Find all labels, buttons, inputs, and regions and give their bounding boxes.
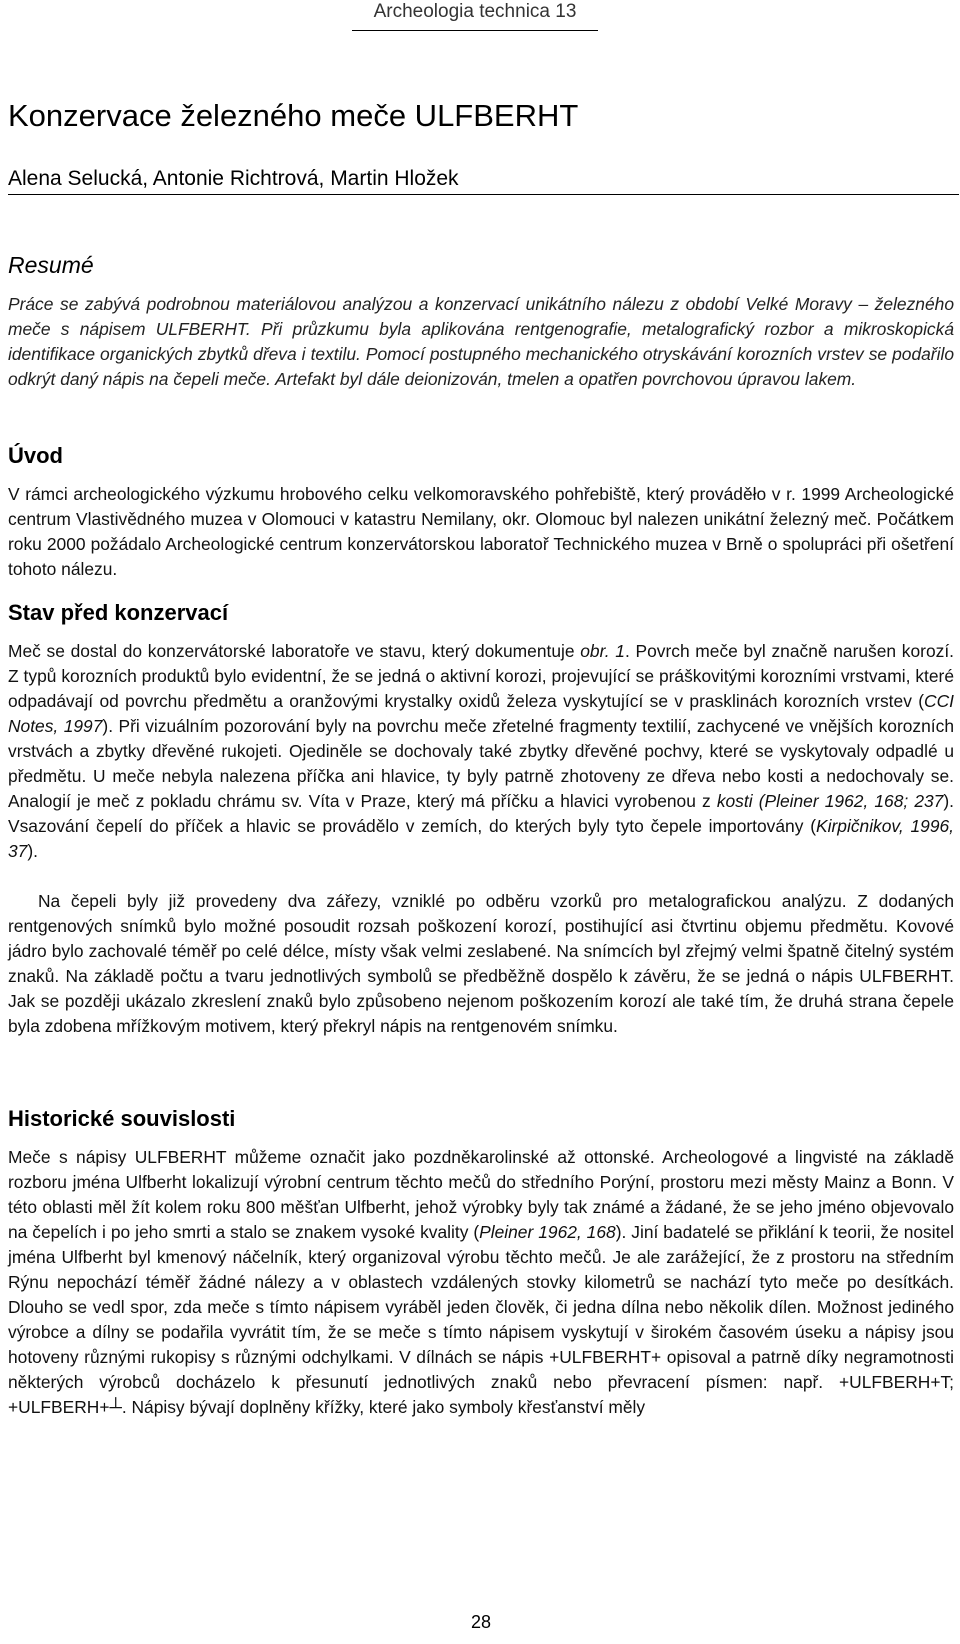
text-run: . Povrch meče byl značně narušen korozí. Z typů korozních produktů bylo evidentní, že se jedná o aktivní korozi, projevující se práškovitými korozními vrstvami, které odpadávají od povrchu předmětu a oranžovými krystalky oxidů železa vyskytující se v prasklinách korozních vrstev ( <box>8 641 954 711</box>
text-run: Meče s nápisy ULFBERHT můžeme označit jako pozdněkarolinské až ottonské. Archeologové a lingvisté na základě rozboru jména Ulfberht lokalizují výrobní centrum těchto mečů do středního Porýní, prostoru mezi městy Mainz a Bonn. V této oblasti měl žít kolem roku 800 měšťan Ulfberht, jehož výrobky byly tak známé a žádané, že se jeho jméno objevovalo na čepelích i po jeho smrti a stalo se znakem vysoké kvality ( <box>8 1147 954 1242</box>
stav-paragraph-2: Na čepeli byly již provedeny dva zářezy, vzniklé po odběru vzorků pro metalografickou analýzu. Z dodaných rentgenových snímků bylo možné posoudit rozsah poškození korozí, postihující asi čtvrtinu objemu předmětu. Kovové jádro bylo zachovalé téměř po celé délce, místy však velmi zeslabené. Na snímcích byl zřejmý velmi špatně čitelný systém znaků. Na základě počtu a tvaru jednotlivých symbolů se předběžně dospělo k závěru, že se jedná o nápis ULFBERHT. Jak se později ukázalo zkreslení znaků bylo způsobeno nejenom poškozením korozí ale také tím, že druhá strana čepele byla zdobena mřížkovým motivem, který překryl nápis na rentgenovém snímku. <box>8 891 954 1036</box>
text-run: ). Při vizuálním pozorování byly na povrchu meče zřetelné fragmenty textilií, zachycené ve vnějších korozních vrstvách a zbytky dřevěné rukojeti. Ojediněle se dochovaly také zbytky dřevěné pochvy, které se vyskytovaly odpadlé u předmětu. U meče nebyla nalezena příčka ani hlavice, ty byly patrně zhotoveny ze dřeva nebo kosti a nedochovaly se. Analogií je meč z pokladu chrámu sv. Víta v Praze, který má příčku a hlavici vyrobenou z <box>8 716 954 811</box>
citation: Kirpičnikov, 1996, 37 <box>8 816 954 861</box>
uvod-paragraph: V rámci archeologického výzkumu hrobového celku velkomoravského pohřebiště, který prováděło v r. 1999 Archeologické centrum Vlastivědného muzea v Olomouci v katastru Nemilany, okr. Olomouc byl nalezen unikátní železný meč. Počátkem roku 2000 požádalo Archeologické centrum konzervátorskou laboratoř Technického muzea v Brně o spolupráci při ošetření tohoto nálezu. <box>8 484 954 579</box>
section-heading-stav: Stav před konzervací <box>8 600 229 625</box>
section-heading-uvod: Úvod <box>8 443 63 468</box>
text-run: ). <box>27 841 38 861</box>
citation: kosti (Pleiner 1962, 168; 237 <box>716 791 944 811</box>
page-number: 28 <box>470 1612 492 1632</box>
citation: Pleiner 1962, 168 <box>479 1222 616 1242</box>
resume-text: Práce se zabývá podrobnou materiálovou analýzou a konzervací unikátního nálezu z období Velké Moravy – železného meče s nápisem ULFBERHT. Při průzkumu byla aplikována rentgenografie, metalografický rozbor a mikroskopická identifikace organických zbytků dřeva i textilu. Pomocí postupného mechanického otryskávání korozních vrstev se podařilo odkrýt daný nápis na čepeli meče. Artefakt byl dále deionizován, tmelen a opatřen povrchovou úpravou lakem. <box>8 294 954 389</box>
section-heading-historicke: Historické souvislosti <box>8 1106 236 1131</box>
citation: CCI Notes, 1997 <box>8 691 954 736</box>
running-head: Archeologia technica 13 <box>352 0 598 31</box>
historicke-paragraph <box>8 1145 954 1420</box>
text-run: ). Vsazování čepelí do příček a hlavic se provádělo v zemích, do kterých byly tyto čepele importovány ( <box>8 791 954 836</box>
text-run: . Nápisy bývají doplněny křížky, které jako symboly křesťanství měly <box>121 1397 646 1417</box>
figure-reference: obr. 1 <box>580 641 625 661</box>
text-run: Meč se dostal do konzervátorské laboratoře ve stavu, který dokumentuje <box>8 641 581 661</box>
authors: Alena Selucká, Antonie Richtrová, Martin Hložek <box>8 164 959 195</box>
paper-title: Konzervace železného meče ULFBERHT <box>8 98 579 133</box>
resume-heading: Resumé <box>8 252 94 278</box>
stav-paragraph-1 <box>8 639 954 864</box>
inverted-letter-glyph: ┴ <box>109 1397 122 1417</box>
text-run: ). Jiní badatelé se přiklání k teorii, že nositel jména Ulfberht byl kmenový náčelník, který organizoval výrobu těchto mečů. Je ale zarážející, že z prostoru na středním Rýnu nepochází téměř žádné nálezy a v oblastech vzdálených stovky kilometrů se nachází tyto meče po desítkách. Dlouho se vedl spor, zda meče s tímto nápisem vyráběl jeden člověk, či jedna dílna nebo několik dílen. Možnost jediného výrobce a dílny se podařila vyvrátit tím, že se meče s tímto nápisem vyskytují v širokém časovém úseku a nápisy jsou hotoveny různými rukopisy s různými odchylkami. V dílnách se nápis +ULFBERHT+ opisoval a patrně díky negramotnosti některých výrobců docházelo k přesunutí jednotlivých znaků nebo převracení písmen: např. +ULFBERH+T; +ULFBERH+ <box>8 1222 954 1417</box>
